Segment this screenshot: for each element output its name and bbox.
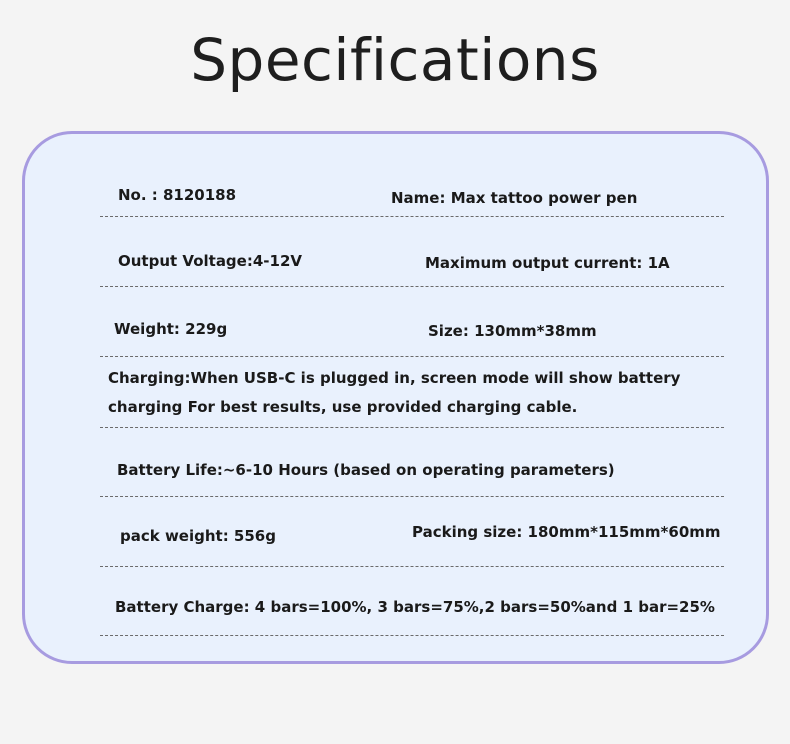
divider	[100, 356, 724, 357]
spec-pack-weight: pack weight: 556g	[120, 527, 276, 545]
spec-max-current: Maximum output current: 1A	[425, 254, 670, 272]
spec-output-voltage: Output Voltage:4-12V	[118, 252, 302, 270]
divider	[100, 216, 724, 217]
divider	[100, 286, 724, 287]
spec-number: No. : 8120188	[118, 186, 237, 204]
spec-name: Name: Max tattoo power pen	[391, 189, 638, 207]
divider	[100, 566, 724, 567]
spec-charging-line2: charging For best results, use provided charging cable.	[108, 398, 578, 416]
spec-weight: Weight: 229g	[114, 320, 228, 338]
spec-packing-size: Packing size: 180mm*115mm*60mm	[412, 523, 721, 541]
divider	[100, 496, 724, 497]
page-title: Specifications	[190, 26, 600, 94]
divider	[100, 635, 724, 636]
spec-charging-line1: Charging:When USB-C is plugged in, screen mode will show battery	[108, 369, 681, 387]
spec-battery-life: Battery Life:~6-10 Hours (based on operating parameters)	[117, 461, 615, 479]
divider	[100, 427, 724, 428]
spec-battery-charge: Battery Charge: 4 bars=100%, 3 bars=75%,2 bars=50%and 1 bar=25%	[115, 598, 715, 616]
spec-size: Size: 130mm*38mm	[428, 322, 597, 340]
